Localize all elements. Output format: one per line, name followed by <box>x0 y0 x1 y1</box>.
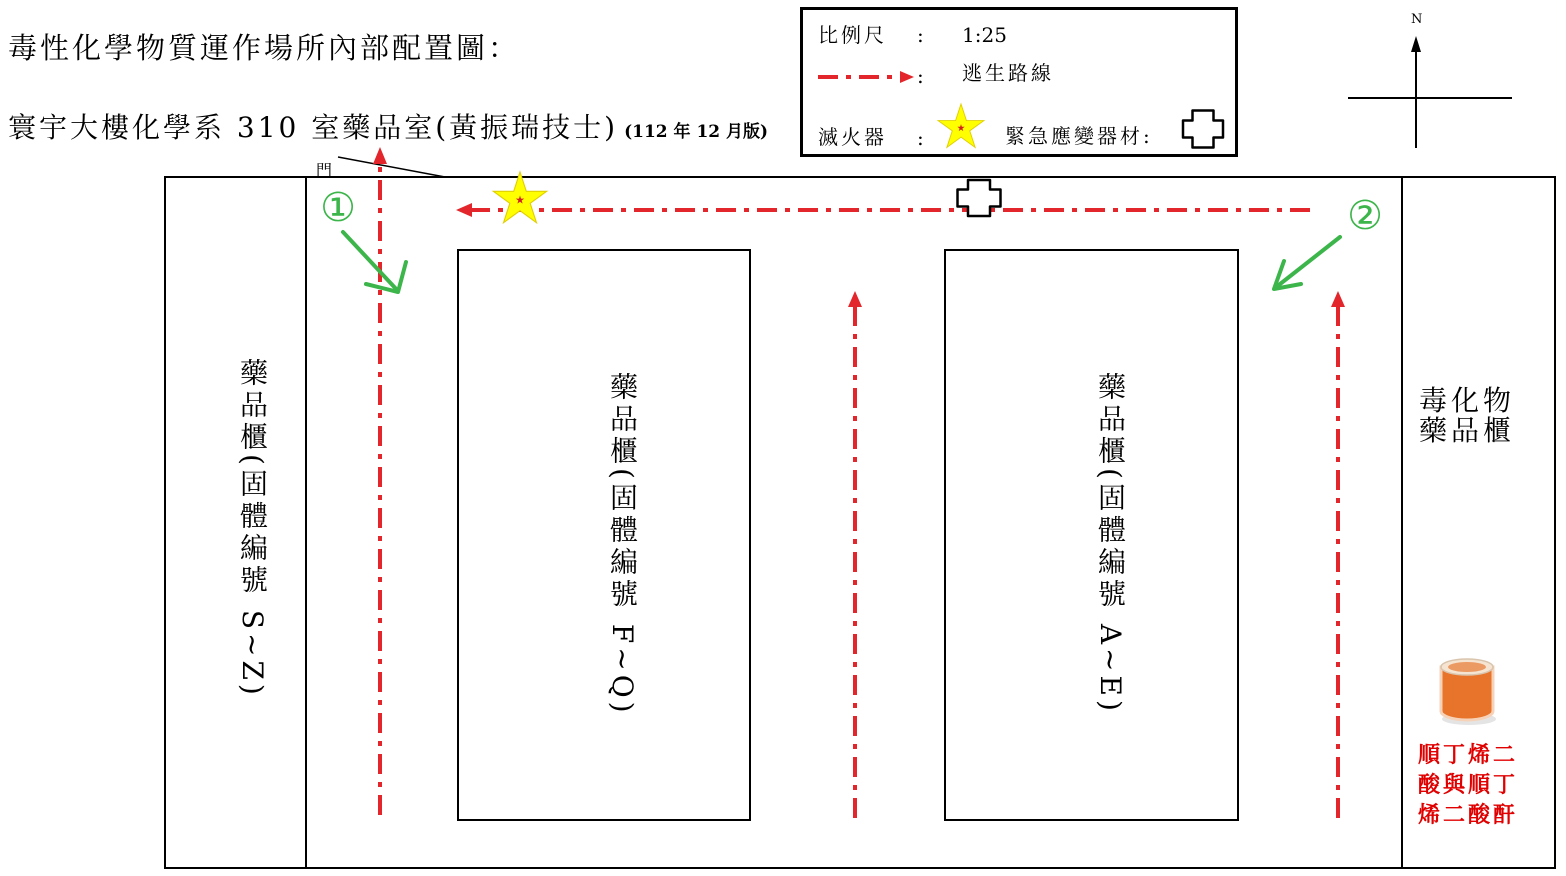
legend-box <box>800 7 1238 157</box>
chemical-container-icon <box>1441 659 1496 725</box>
toxic-cabinet-label-line: 藥品櫃 <box>1419 414 1516 447</box>
legend-route-arrowhead <box>900 71 914 83</box>
legend-emergency-equipment-label: 緊急應變器材: <box>1005 124 1153 148</box>
legend-cross-icon <box>1180 108 1226 150</box>
legend-scale-label: 比例尺 <box>818 23 887 47</box>
cabinet-middle-right-outline <box>945 250 1238 820</box>
legend-extinguisher-separator: : <box>917 126 924 150</box>
toxic-cabinet-label <box>1419 386 1515 446</box>
entrance-1-arrow-shaft <box>343 232 398 291</box>
escape-route-legend-icon <box>815 66 915 88</box>
chemical-name-label <box>1418 740 1518 830</box>
chemical-name-line: 酸與順丁 <box>1418 772 1519 798</box>
chemical-name-line: 烯二酸酐 <box>1418 802 1519 828</box>
cabinet-middle-right-label: 藥品櫃(固體編號 A~E) <box>1094 372 1127 715</box>
escape-route-top-aisle-arrow <box>456 203 1310 217</box>
legend-route-separator: : <box>917 64 924 88</box>
cabinet-middle-left-outline <box>458 250 750 820</box>
cabinet-left-label: 藥品櫃(固體編號 S~Z) <box>236 358 269 699</box>
escape-route-east-aisle-arrow <box>1331 291 1345 818</box>
door-swing-line <box>338 157 445 177</box>
chemical-name-line: 順丁烯二 <box>1418 742 1519 768</box>
container-opening <box>1448 662 1486 672</box>
page-subtitle <box>8 111 769 144</box>
compass-north-label: N <box>1411 12 1423 27</box>
escape-route-east-aisle-arrowhead <box>1331 291 1345 307</box>
entrance-1-marker: ① <box>320 185 356 231</box>
escape-route-west-aisle-arrowhead <box>373 147 387 164</box>
legend-star-icon <box>936 100 986 150</box>
escape-route-west-aisle-arrow <box>373 147 387 815</box>
entrance-1-arrow-icon <box>343 232 406 292</box>
location-text: 寰宇大樓化學系 310 室藥品室(黃振瑞技士) <box>8 111 619 144</box>
legend-scale-separator: : <box>917 23 924 47</box>
legend-extinguisher-label: 滅火器 <box>818 125 887 149</box>
room-outline <box>165 177 1555 868</box>
page-title: 毒性化學物質運作場所內部配置圖： <box>8 31 521 65</box>
version-text: (112 年 12 月版) <box>624 122 769 142</box>
escape-route-center-aisle-arrowhead <box>848 291 862 307</box>
legend-route-label: 逃生路線 <box>962 61 1054 85</box>
legend-scale-value: 1:25 <box>962 23 1007 47</box>
fire-extinguisher-icon <box>493 172 546 223</box>
entrance-2-marker: ② <box>1347 193 1383 239</box>
toxic-cabinet-label-line: 毒化物 <box>1419 384 1516 417</box>
north-arrow-icon <box>1348 36 1512 148</box>
legend-cross <box>1183 111 1223 148</box>
door-label: 門 <box>316 161 333 180</box>
escape-route-top-aisle-arrowhead <box>456 203 472 217</box>
cabinet-middle-left-label: 藥品櫃(固體編號 F~Q) <box>606 372 639 717</box>
compass-arrowhead <box>1411 36 1421 52</box>
entrance-2-arrow-icon <box>1274 237 1340 289</box>
escape-route-center-aisle-arrow <box>848 291 862 818</box>
